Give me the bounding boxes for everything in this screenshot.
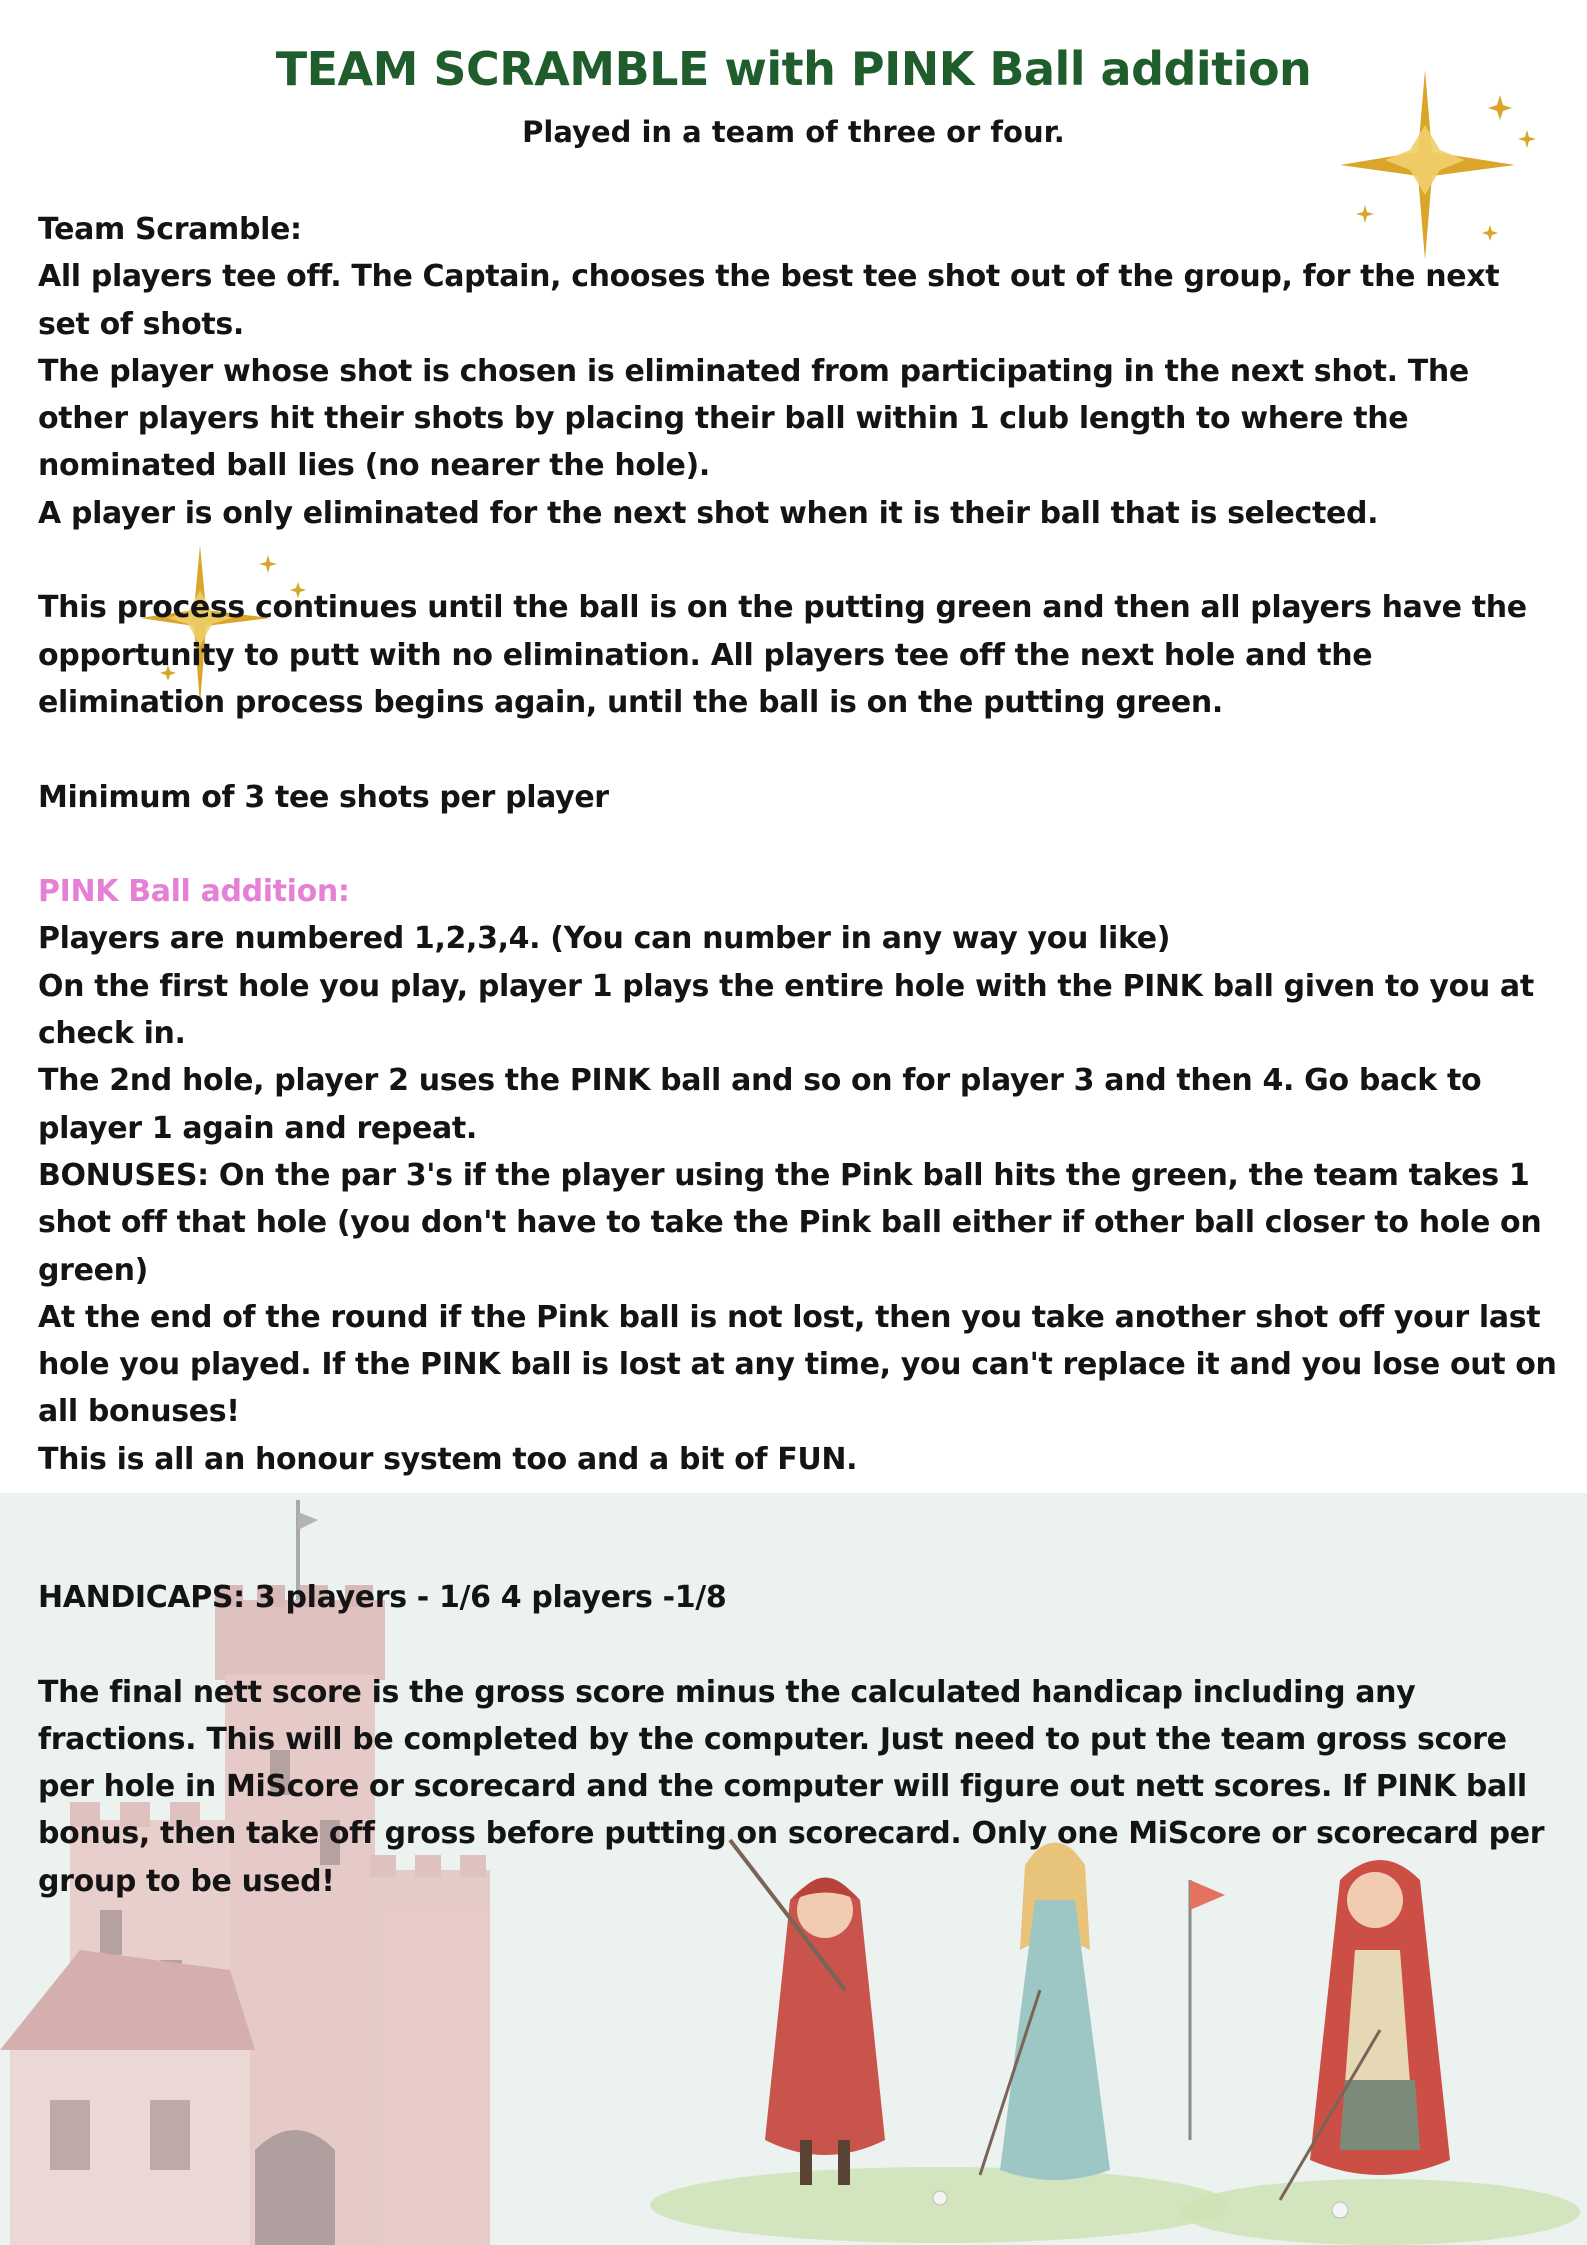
handicaps-section	[38, 1574, 1558, 1905]
page-subtitle: Played in a team of three or four.	[522, 115, 1065, 149]
spacer	[38, 726, 1558, 773]
team-scramble-paragraph-1: All players tee off. The Captain, chooses the best tee shot out of the group, for the next set of shots.	[38, 259, 1500, 342]
team-scramble-paragraph-4: This process continues until the ball is on the putting green and then all players have the opportunity to putt with no elimination. All players tee off the next hole and the elimination process begins again, until the ball is on the putting green.	[38, 590, 1527, 720]
spacer	[38, 821, 1558, 868]
team-scramble-paragraph-3: A player is only eliminated for the next shot when it is their ball that is selected.	[38, 495, 1379, 531]
pink-ball-paragraph-1: Players are numbered 1,2,3,4. (You can number in any way you like)	[38, 921, 1171, 957]
nett-score-paragraph: The final nett score is the gross score minus the calculated handicap including any fractions. This will be completed by the computer. Just need to put the team gross score per hole in MiScore or scorecard and the computer will figure out nett scores. If PINK ball bonus, then take off gross before putting on scorecard. Only one MiScore or scorecard per group to be used!	[38, 1674, 1545, 1899]
spacer	[38, 537, 1558, 584]
pink-ball-paragraph-6: This is all an honour system too and a bit of FUN.	[38, 1441, 858, 1477]
pink-ball-paragraph-3: The 2nd hole, player 2 uses the PINK ball and so on for player 3 and then 4. Go back to player 1 again and repeat.	[38, 1063, 1482, 1146]
pink-ball-paragraph-5: At the end of the round if the Pink ball is not lost, then you take another shot off your last hole you played. If the PINK ball is lost at any time, you can't replace it and you lose out on all bonuses!	[38, 1299, 1557, 1430]
pink-ball-heading: PINK Ball addition:	[38, 874, 350, 910]
pink-ball-paragraph-2: On the first hole you play, player 1 plays the entire hole with the PINK ball given to you at check in.	[38, 968, 1534, 1052]
rules-content	[38, 206, 1558, 1483]
minimum-tee-shots: Minimum of 3 tee shots per player	[38, 779, 609, 815]
team-scramble-heading: Team Scramble:	[38, 212, 302, 247]
team-scramble-paragraph-2: The player whose shot is chosen is eliminated from participating in the next shot. The other players hit their shots by placing their ball within 1 club length to where the nominated ball lies (no nearer the hole).	[38, 353, 1469, 484]
pink-ball-bonuses: BONUSES: On the par 3's if the player using the Pink ball hits the green, the team takes 1 shot off that hole (you don't have to take the Pink ball either if other ball closer to hole on green)	[38, 1157, 1542, 1288]
handicaps-line: HANDICAPS: 3 players - 1/6 4 players -1/8	[38, 1580, 727, 1615]
spacer	[38, 1621, 1558, 1668]
page-title: TEAM SCRAMBLE with PINK Ball addition	[275, 42, 1312, 96]
